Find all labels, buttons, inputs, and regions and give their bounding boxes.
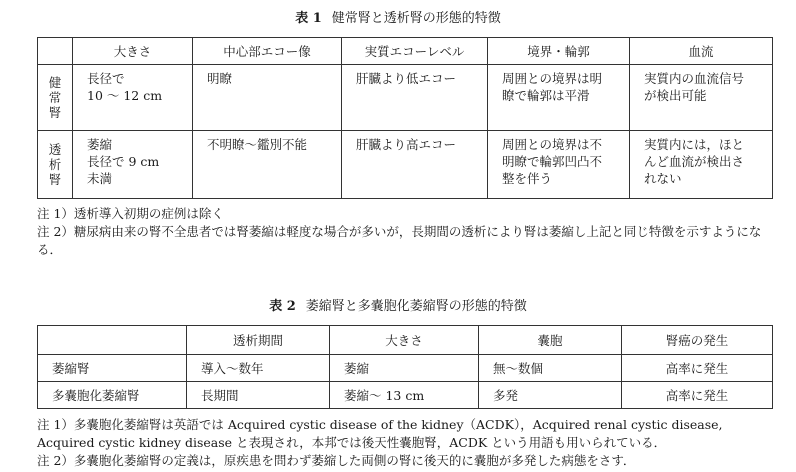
table1-caption-number: 表 1 <box>295 11 322 26</box>
table2-caption <box>0 299 796 315</box>
table2-cell: 多発 <box>479 382 622 409</box>
table1-cell: 実質内の血流信号 が検出可能 <box>630 65 773 131</box>
table2-cell: 導入～数年 <box>187 355 330 382</box>
table1-row <box>38 65 773 131</box>
table1-cell: 周囲との境界は不 明瞭で輪郭凹凸不 整を伴う <box>488 131 630 199</box>
table1-header-corner <box>38 38 73 65</box>
table1-header-cell: 血流 <box>630 38 773 65</box>
table1-header-cell: 中心部エコー像 <box>193 38 342 65</box>
table2-header-cell <box>38 326 187 355</box>
table1-cell: 肝臓より低エコー <box>342 65 488 131</box>
table1-cell: 明瞭 <box>193 65 342 131</box>
table1-note: 注 1）透析導入初期の症例は除く <box>37 206 224 221</box>
table1-row-label: 透析腎 <box>48 141 62 187</box>
table2-header-cell: 腎癌の発生 <box>622 326 773 355</box>
table1 <box>37 37 773 199</box>
table2-cell: 高率に発生 <box>622 355 773 382</box>
table1-caption-text: 健常腎と透析腎の形態的特徴 <box>331 11 501 26</box>
table2-cell: 萎縮腎 <box>38 355 187 382</box>
table2-note: 注 2）多嚢胞化萎縮腎の定義は，原疾患を問わず萎縮した両側の腎に後天的に嚢胞が多発した病態をさす． <box>37 453 636 468</box>
table2-cell: 高率に発生 <box>622 382 773 409</box>
table2-row <box>38 355 773 382</box>
table1-cell: 実質内には，ほと んど血流が検出さ れない <box>630 131 773 199</box>
table1-header-cell: 実質エコーレベル <box>342 38 488 65</box>
table1-row-label-cell <box>38 131 73 199</box>
table2-caption-number: 表 2 <box>269 299 296 314</box>
table1-header-cell: 大きさ <box>73 38 193 65</box>
table2-header-cell: 嚢胞 <box>479 326 622 355</box>
table2-cell: 多嚢胞化萎縮腎 <box>38 382 187 409</box>
table1-header-cell: 境界・輪郭 <box>488 38 630 65</box>
table2-cell: 無～数個 <box>479 355 622 382</box>
table1-cell: 周囲との境界は明 瞭で輪郭は平滑 <box>488 65 630 131</box>
table2-cell: 長期間 <box>187 382 330 409</box>
table2-cell: 萎縮 <box>330 355 479 382</box>
table1-row <box>38 131 773 199</box>
table2-note: 注 1）多嚢胞化萎縮腎は英語では Acquired cystic disease of the kidney（ACDK），Acquired renal cystic disease, Acquired cystic kidney disease と表現され，本邦では後天性嚢胞腎，ACDK という用語も用いられている． <box>37 417 723 450</box>
table1-cell: 萎縮 長径で 9 cm 未満 <box>73 131 193 199</box>
table1-cell: 肝臓より高エコー <box>342 131 488 199</box>
table2-header-row <box>38 326 773 355</box>
table2-header-cell: 大きさ <box>330 326 479 355</box>
table2-header-cell: 透析期間 <box>187 326 330 355</box>
table2-row <box>38 382 773 409</box>
table1-note: 注 2）糖尿病由来の腎不全患者では腎萎縮は軽度な場合が多いが，長期間の透析により腎は萎縮し上記と同じ特徴を示すようになる． <box>37 224 762 257</box>
table1-caption <box>0 11 796 27</box>
table1-row-label: 健常腎 <box>48 74 62 120</box>
table1-cell: 不明瞭～鑑別不能 <box>193 131 342 199</box>
table1-cell: 長径で 10 ～ 12 cm <box>73 65 193 131</box>
table1-row-label-cell <box>38 65 73 131</box>
table2-cell: 萎縮～ 13 cm <box>330 382 479 409</box>
table1-header-row <box>38 38 773 65</box>
table2 <box>37 325 773 409</box>
table2-caption-text: 萎縮腎と多嚢胞化萎縮腎の形態的特徴 <box>305 299 527 314</box>
